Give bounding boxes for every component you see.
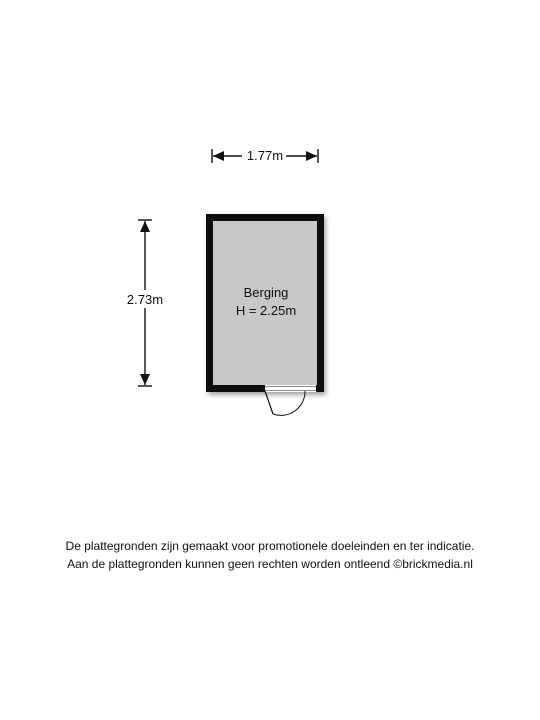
disclaimer-line-2: Aan de plattegronden kunnen geen rechten worden ontleend ©brickmedia.nl — [67, 557, 473, 571]
height-dimension-arrow-top — [140, 221, 150, 232]
height-dimension-arrow-bottom — [140, 374, 150, 385]
room-berging — [206, 214, 324, 415]
width-dimension-arrow-right — [306, 151, 317, 161]
room-height: H = 2.25m — [235, 303, 297, 318]
disclaimer — [0, 537, 540, 573]
height-dimension-label: 2.73m — [126, 292, 164, 307]
height-dimension — [124, 220, 166, 386]
width-dimension — [212, 146, 318, 164]
room-name: Berging — [243, 285, 289, 300]
door-opening — [263, 385, 318, 392]
width-dimension-label: 1.77m — [246, 148, 284, 163]
disclaimer-line-1: De plattegronden zijn gemaakt voor promotionele doeleinden en ter indicatie. — [65, 539, 475, 553]
door-leaf — [265, 391, 273, 414]
width-dimension-arrow-left — [213, 151, 224, 161]
door-swing-arc — [273, 391, 305, 415]
door-jamb-right — [316, 385, 319, 392]
door-jamb-left — [262, 385, 265, 392]
